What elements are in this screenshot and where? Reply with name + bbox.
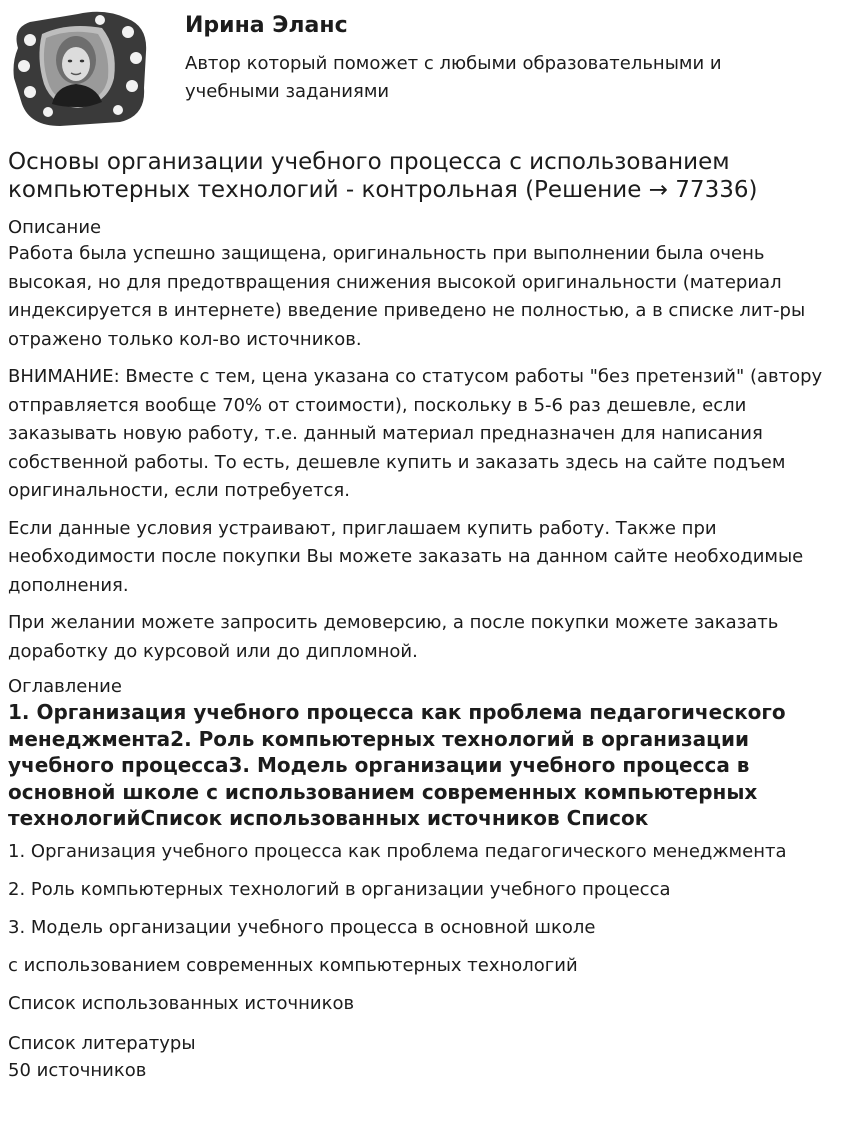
toc-heading: 1. Организация учебного процесса как проблема педагогического менеджмента2. Роль компьютерных технологий в организации учебного процесса3. Модель организации учебного процесса в основной школе с использованием современных компьютерных технологийСписок использованных источников Список <box>8 700 786 830</box>
description-paragraph: ВНИМАНИЕ: Вместе с тем, цена указана со статусом работы "без претензий" (автору отправляется вообще 70% от стоимости), поскольку в 5-6 раз дешевле, если заказывать новую работу, т.е. данный материал предназначен для написания собственной работы. То есть, дешевле купить и заказать здесь на сайте подъем оригинальности, если потребуется. <box>8 366 823 501</box>
literature-count: 50 источников <box>8 1059 147 1081</box>
literature-label: Список литературы <box>8 1032 196 1054</box>
author-description: Автор который поможет с любыми образовательными и учебными заданиями <box>185 53 722 102</box>
toc-label: Оглавление <box>8 676 122 697</box>
description-paragraph: Работа была успешно защищена, оригинальность при выполнении была очень высокая, но для предотвращения снижения высокой оригинальности (материал индексируется в интернете) введение приведено не полностью, а в списке лит-ры отражено только кол-во источников. <box>8 243 806 350</box>
toc-item: Список использованных источников <box>8 992 355 1014</box>
description-paragraph: При желании можете запросить демоверсию, а после покупки можете заказать доработку до курсовой или до дипломной. <box>8 612 779 662</box>
description-paragraph: Если данные условия устраивают, приглашаем купить работу. Также при необходимости после покупки Вы можете заказать на данном сайте необходимые дополнения. <box>8 517 804 596</box>
author-avatar <box>8 8 152 126</box>
page-title: Основы организации учебного процесса с использованием компьютерных технологий - контрольная (Решение → 77336) <box>8 149 758 203</box>
description-label: Описание <box>8 217 102 238</box>
author-name: Ирина Эланс <box>185 13 348 38</box>
document-content <box>8 148 840 1084</box>
toc-item: 2. Роль компьютерных технологий в организации учебного процесса <box>8 878 671 900</box>
toc-item: с использованием современных компьютерных технологий <box>8 954 578 976</box>
toc-item: 1. Организация учебного процесса как проблема педагогического менеджмента <box>8 840 787 862</box>
toc-item: 3. Модель организации учебного процесса в основной школе <box>8 916 596 938</box>
author-header <box>0 0 847 140</box>
